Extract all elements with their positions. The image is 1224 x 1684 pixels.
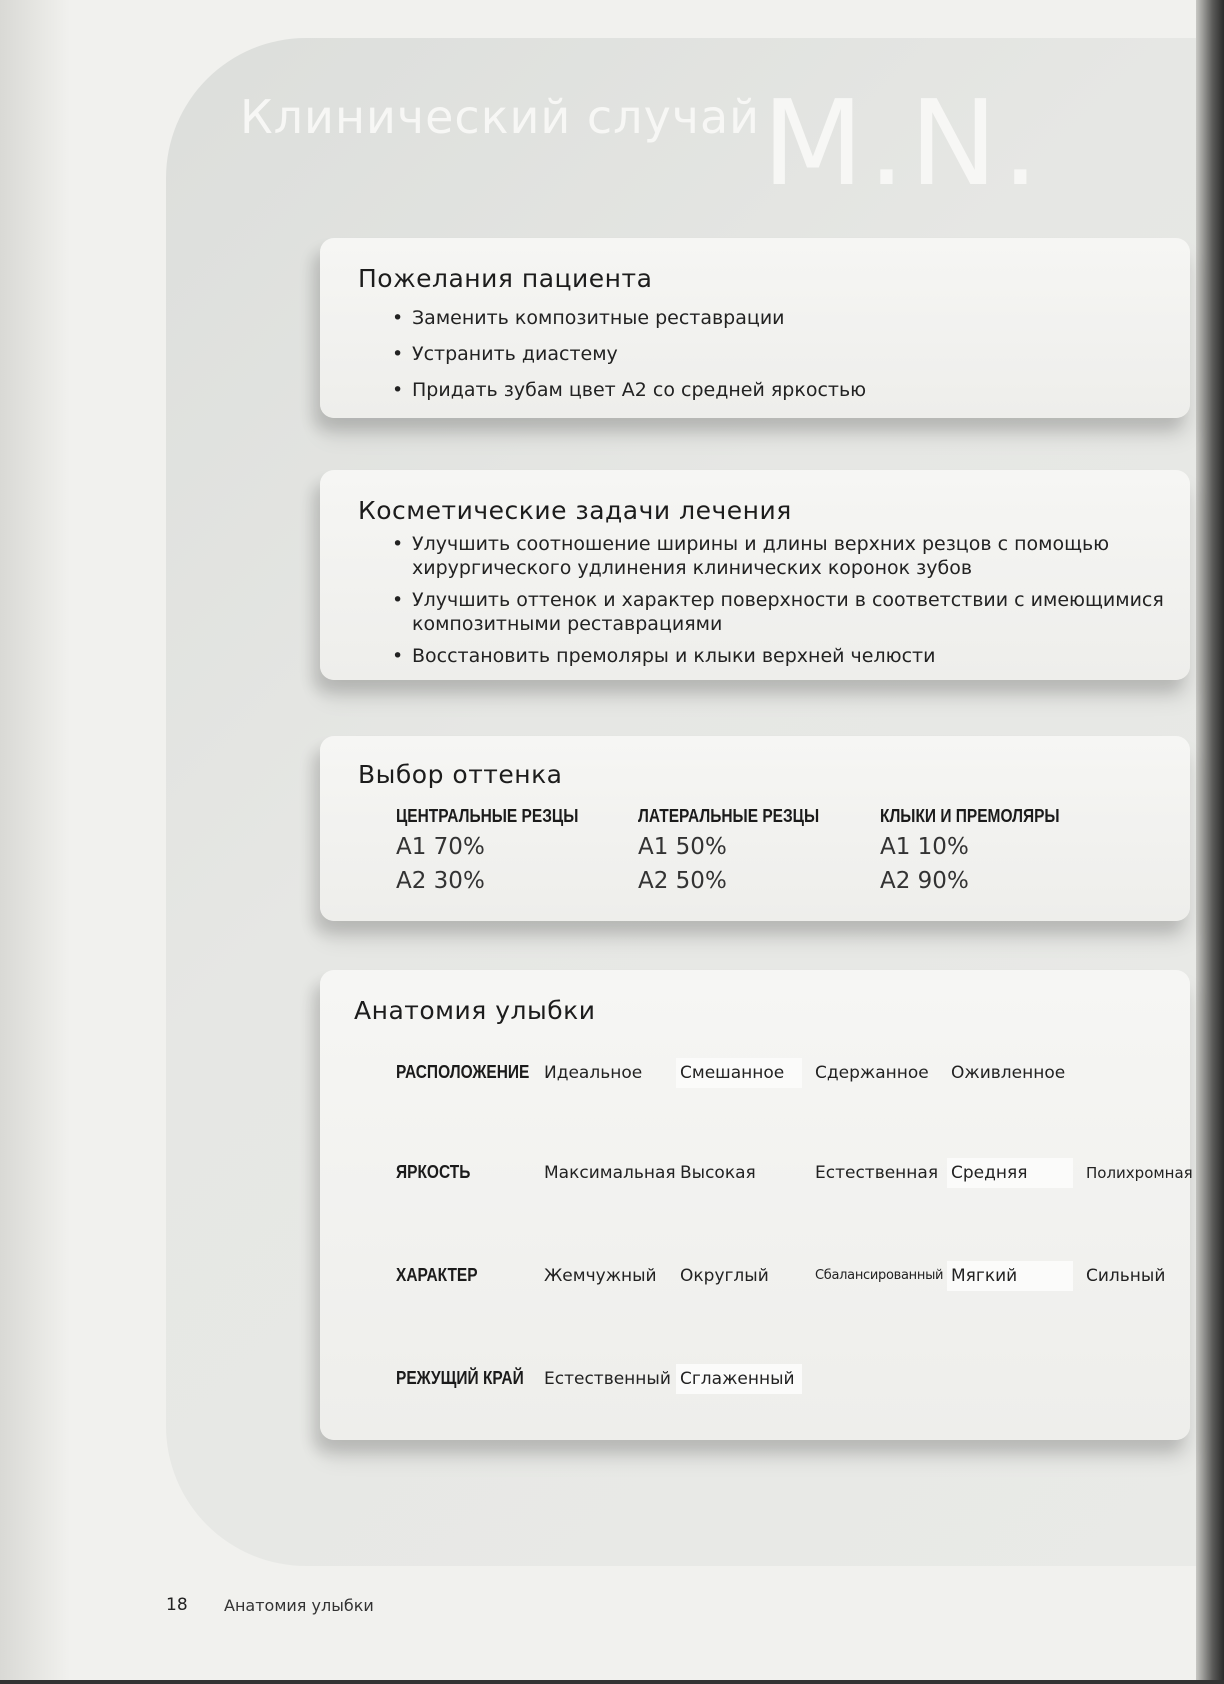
anatomy-option: Сбалансированный <box>815 1268 944 1283</box>
anatomy-option: Идеальное <box>544 1063 643 1083</box>
case-title-text: Клинический случай <box>240 90 761 144</box>
anatomy-option: Сильный <box>1086 1266 1166 1286</box>
shade-value: A2 90% <box>880 868 969 894</box>
page-binding-edge <box>1196 0 1224 1684</box>
anatomy-option: Естественный <box>544 1369 671 1389</box>
anatomy-option: Максимальная <box>544 1163 676 1183</box>
list-item: • Устранить диастему <box>392 342 1224 366</box>
anatomy-option: Полихромная <box>1086 1164 1193 1182</box>
page-bottom-edge <box>0 1680 1224 1684</box>
shade-column-canines <box>880 806 1120 895</box>
anatomy-option-selected: Средняя <box>947 1158 1073 1188</box>
cosmetic-goals-list <box>392 532 1224 668</box>
case-title-initials: M.N. <box>762 74 1044 212</box>
anatomy-option: Округлый <box>680 1266 769 1286</box>
shade-column-central <box>396 806 636 895</box>
cosmetic-goals-card <box>320 470 1190 680</box>
shade-value: A1 10% <box>880 834 969 860</box>
anatomy-option: Оживленное <box>951 1063 1066 1083</box>
list-item: • Придать зубам цвет А2 со средней яркостью <box>392 378 1224 402</box>
shade-selection-card <box>320 736 1190 921</box>
list-item: • Заменить композитные реставрации <box>392 306 1224 330</box>
anatomy-label-position: РАСПОЛОЖЕНИЕ <box>396 1062 530 1082</box>
page-gutter-shadow <box>0 0 70 1684</box>
list-item: • Улучшить оттенок и характер поверхности в соответствии с имеющимися композитными реставрациями <box>392 588 1224 636</box>
anatomy-option: Естественная <box>815 1163 939 1183</box>
smile-anatomy-card <box>320 970 1193 1440</box>
patient-wishes-card <box>320 238 1190 418</box>
shade-value: A1 70% <box>396 834 485 860</box>
cosmetic-goals-heading: Косметические задачи лечения <box>358 496 792 525</box>
anatomy-option-selected: Смешанное <box>676 1058 802 1088</box>
anatomy-option: Высокая <box>680 1163 756 1183</box>
list-item: • Восстановить премоляры и клыки верхней челюсти <box>392 644 1224 668</box>
shade-column-header: КЛЫКИ И ПРЕМОЛЯРЫ <box>880 806 1060 826</box>
anatomy-label-brightness: ЯРКОСТЬ <box>396 1162 471 1182</box>
shade-value: A2 50% <box>638 868 727 894</box>
case-title <box>240 74 1140 238</box>
page-number: 18 <box>166 1595 188 1615</box>
anatomy-option-selected: Мягкий <box>947 1261 1073 1291</box>
shade-column-lateral <box>638 806 878 895</box>
anatomy-option-selected: Сглаженный <box>676 1364 802 1394</box>
shade-column-header: ЦЕНТРАЛЬНЫЕ РЕЗЦЫ <box>396 806 579 826</box>
anatomy-option: Жемчужный <box>544 1266 657 1286</box>
list-item: • Улучшить соотношение ширины и длины верхних резцов с помощью хирургического удлинения клинических коронок зубов <box>392 532 1224 580</box>
running-footer: Анатомия улыбки <box>224 1596 374 1615</box>
patient-wishes-heading: Пожелания пациента <box>358 264 653 293</box>
shade-selection-heading: Выбор оттенка <box>358 760 563 789</box>
shade-value: A2 30% <box>396 868 485 894</box>
smile-anatomy-heading: Анатомия улыбки <box>354 996 596 1025</box>
shade-column-header: ЛАТЕРАЛЬНЫЕ РЕЗЦЫ <box>638 806 820 826</box>
anatomy-option: Сдержанное <box>815 1063 929 1083</box>
patient-wishes-list <box>392 306 1224 402</box>
anatomy-label-character: ХАРАКТЕР <box>396 1265 478 1285</box>
anatomy-label-incisal-edge: РЕЖУЩИЙ КРАЙ <box>396 1368 524 1388</box>
shade-value: A1 50% <box>638 834 727 860</box>
